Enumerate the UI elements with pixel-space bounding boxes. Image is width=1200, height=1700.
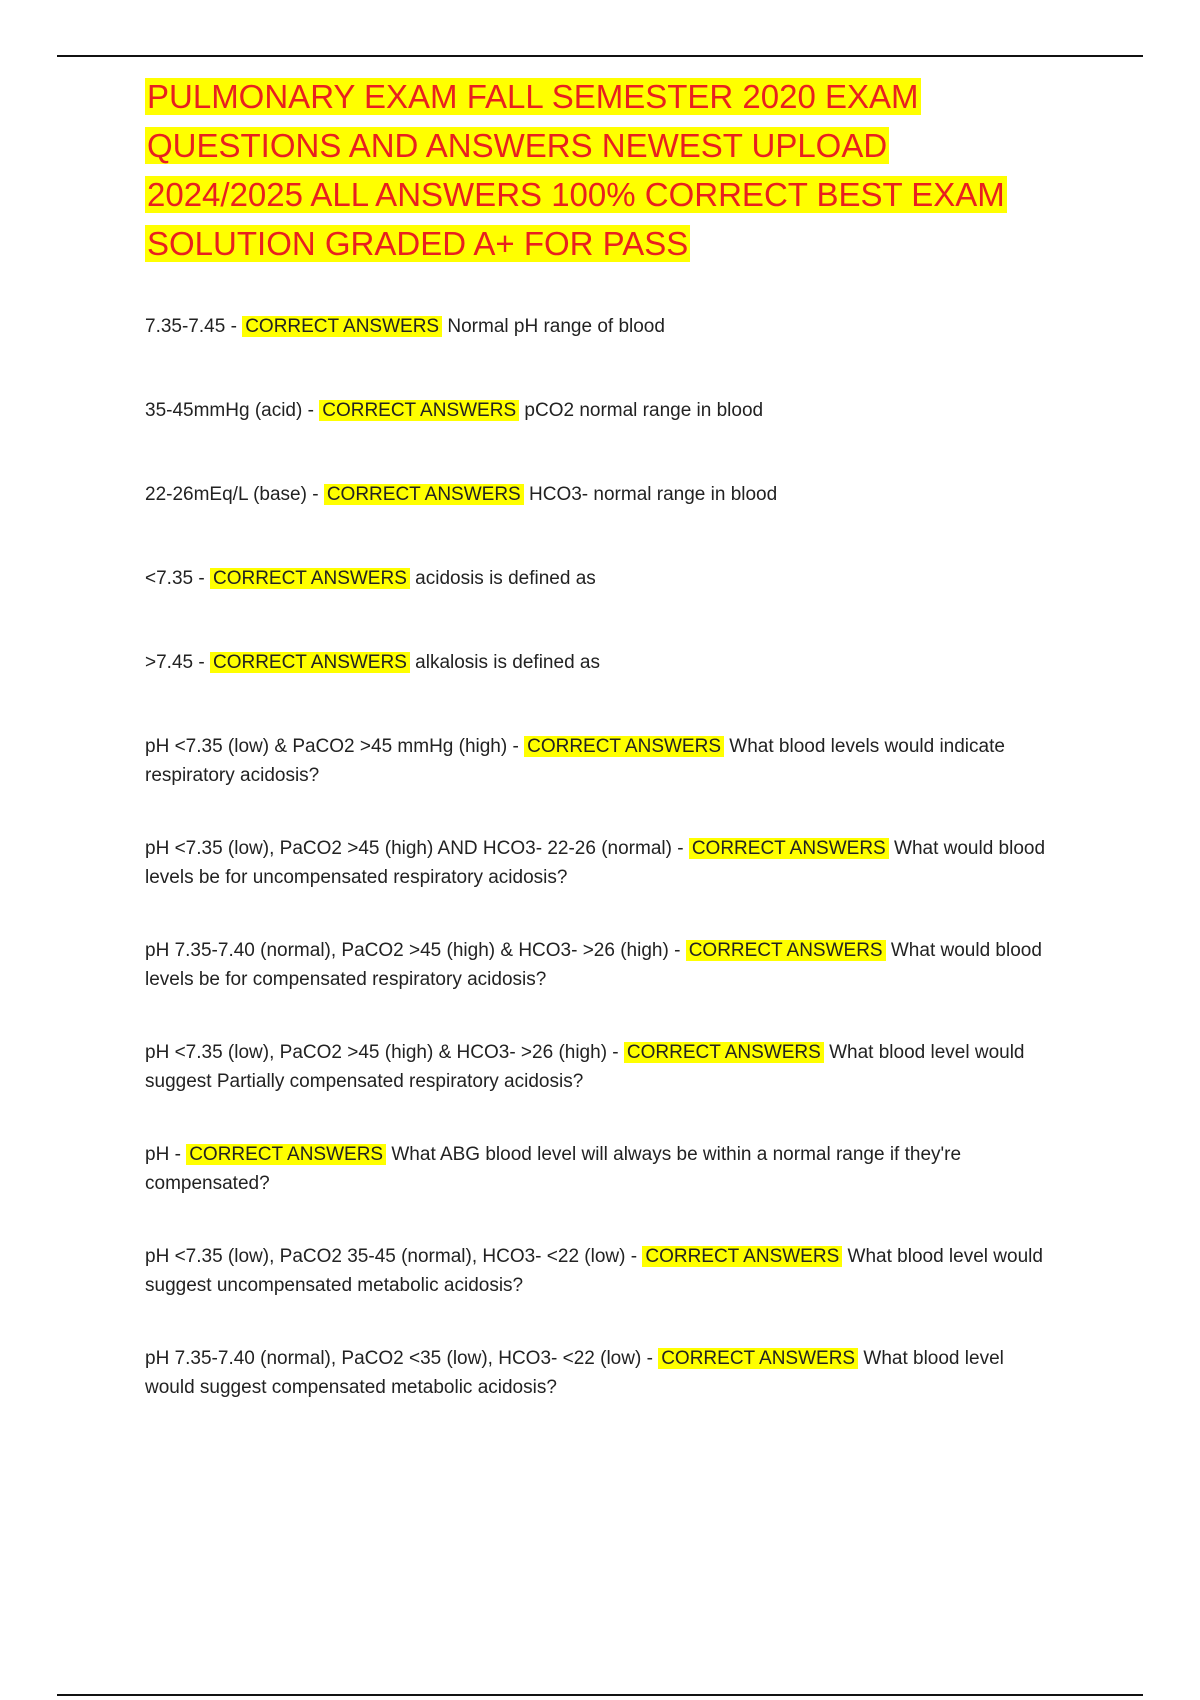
qa-item [145,1038,1050,1096]
qa-question: alkalosis is defined as [415,652,600,673]
qa-answer: 22-26mEq/L (base) - [145,484,319,505]
correct-answers-tag: CORRECT ANSWERS [210,652,410,673]
qa-question: What would blood levels be for uncompensated respiratory acidosis? [145,838,1046,888]
qa-question: Normal pH range of blood [447,316,665,337]
qa-question: What blood level would suggest uncompensated metabolic acidosis? [145,1246,1043,1296]
qa-item [145,648,1050,677]
qa-item [145,1140,1050,1198]
qa-item [145,834,1050,892]
correct-answers-tag: CORRECT ANSWERS [624,1042,824,1063]
qa-answer: pH <7.35 (low), PaCO2 >45 (high) & HCO3- >26 (high) - [145,1042,619,1063]
qa-item [145,936,1050,994]
qa-answer: pH <7.35 (low) & PaCO2 >45 mmHg (high) - [145,736,519,757]
qa-question: What would blood levels be for compensated respiratory acidosis? [145,940,1042,990]
qa-item [145,732,1050,790]
bottom-rule [57,1694,1143,1696]
qa-answer: pH <7.35 (low), PaCO2 >45 (high) AND HCO3- 22-26 (normal) - [145,838,684,859]
document-title-text: PULMONARY EXAM FALL SEMESTER 2020 EXAM QUESTIONS AND ANSWERS NEWEST UPLOAD 2024/2025 ALL ANSWERS 100% CORRECT BEST EXAM SOLUTION GRADED A+ FOR PASS [147,78,1005,262]
correct-answers-tag: CORRECT ANSWERS [689,838,889,859]
qa-answer: 7.35-7.45 - [145,316,237,337]
qa-question: What blood levels would indicate respiratory acidosis? [145,736,1005,786]
qa-question: acidosis is defined as [415,568,596,589]
qa-item [145,564,1050,593]
document-title [145,72,1050,268]
qa-question: HCO3- normal range in blood [529,484,778,505]
qa-question: What blood level would suggest compensated metabolic acidosis? [145,1348,1004,1398]
qa-answer: pH - [145,1144,181,1165]
correct-answers-tag: CORRECT ANSWERS [324,484,524,505]
correct-answers-tag: CORRECT ANSWERS [524,736,724,757]
qa-answer: 35-45mmHg (acid) - [145,400,314,421]
document-content [145,72,1050,1402]
qa-item [145,396,1050,425]
correct-answers-tag: CORRECT ANSWERS [319,400,519,421]
correct-answers-tag: CORRECT ANSWERS [642,1246,842,1267]
qa-answer: pH 7.35-7.40 (normal), PaCO2 >45 (high) & HCO3- >26 (high) - [145,940,681,961]
qa-question: pCO2 normal range in blood [524,400,764,421]
correct-answers-tag: CORRECT ANSWERS [210,568,410,589]
qa-item [145,312,1050,341]
qa-answer: pH <7.35 (low), PaCO2 35-45 (normal), HCO3- <22 (low) - [145,1246,638,1267]
qa-item [145,1344,1050,1402]
qa-answer: <7.35 - [145,568,205,589]
correct-answers-tag: CORRECT ANSWERS [186,1144,386,1165]
correct-answers-tag: CORRECT ANSWERS [686,940,886,961]
qa-question: What ABG blood level will always be within a normal range if they're compensated? [145,1144,962,1194]
correct-answers-tag: CORRECT ANSWERS [658,1348,858,1369]
qa-list [145,312,1050,1402]
correct-answers-tag: CORRECT ANSWERS [242,316,442,337]
qa-question: What blood level would suggest Partially compensated respiratory acidosis? [145,1042,1025,1092]
top-rule [57,55,1143,57]
qa-item [145,1242,1050,1300]
qa-answer: >7.45 - [145,652,205,673]
qa-answer: pH 7.35-7.40 (normal), PaCO2 <35 (low), HCO3- <22 (low) - [145,1348,653,1369]
qa-item [145,480,1050,509]
